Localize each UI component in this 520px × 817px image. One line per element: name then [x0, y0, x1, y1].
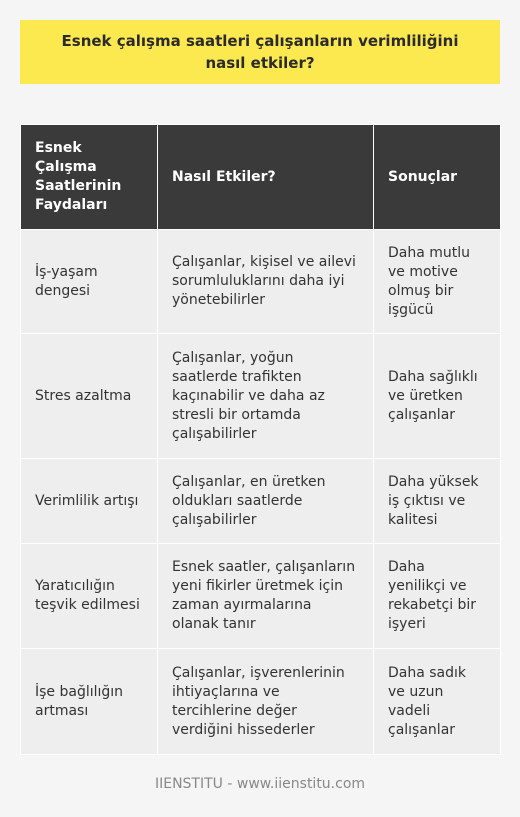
cell-result: Daha yüksek iş çıktısı ve kalitesi — [374, 459, 500, 543]
table-row — [21, 334, 500, 458]
table-row — [21, 544, 500, 648]
benefits-table — [20, 124, 501, 755]
cell-how: Çalışanlar, yoğun saatlerde trafikten kaçınabilir ve daha az stresli bir ortamda çalışabilirler — [158, 334, 373, 458]
table-row — [21, 459, 500, 543]
header-benefits: Esnek Çalışma Saatlerinin Faydaları — [21, 125, 157, 229]
footer-credit: IIENSTITU - www.iienstitu.com — [154, 776, 366, 792]
cell-benefit: Stres azaltma — [21, 334, 157, 458]
cell-benefit: Yaratıcılığın teşvik edilmesi — [21, 544, 157, 648]
cell-result: Daha sadık ve uzun vadeli çalışanlar — [374, 649, 500, 754]
cell-benefit: Verimlilik artışı — [21, 459, 157, 543]
header-results: Sonuçlar — [374, 125, 500, 229]
cell-benefit: İş-yaşam dengesi — [21, 230, 157, 333]
cell-how: Çalışanlar, işverenlerinin ihtiyaçlarına ve tercihlerine değer verdiğini hissederler — [158, 649, 373, 754]
cell-how: Esnek saatler, çalışanların yeni fikirler üretmek için zaman ayırmalarına olanak tanır — [158, 544, 373, 648]
header-how: Nasıl Etkiler? — [158, 125, 373, 229]
table-row — [21, 230, 500, 333]
cell-how: Çalışanlar, en üretken oldukları saatlerde çalışabilirler — [158, 459, 373, 543]
cell-benefit: İşe bağlılığın artması — [21, 649, 157, 754]
cell-how: Çalışanlar, kişisel ve ailevi sorumluluklarını daha iyi yönetebilirler — [158, 230, 373, 333]
cell-result: Daha mutlu ve motive olmuş bir işgücü — [374, 230, 500, 333]
page-title: Esnek çalışma saatleri çalışanların verimliliğini nasıl etkiler? — [20, 20, 500, 84]
cell-result: Daha yenilikçi ve rekabetçi bir işyeri — [374, 544, 500, 648]
cell-result: Daha sağlıklı ve üretken çalışanlar — [374, 334, 500, 458]
table-header-row — [21, 125, 500, 229]
table-row — [21, 649, 500, 754]
